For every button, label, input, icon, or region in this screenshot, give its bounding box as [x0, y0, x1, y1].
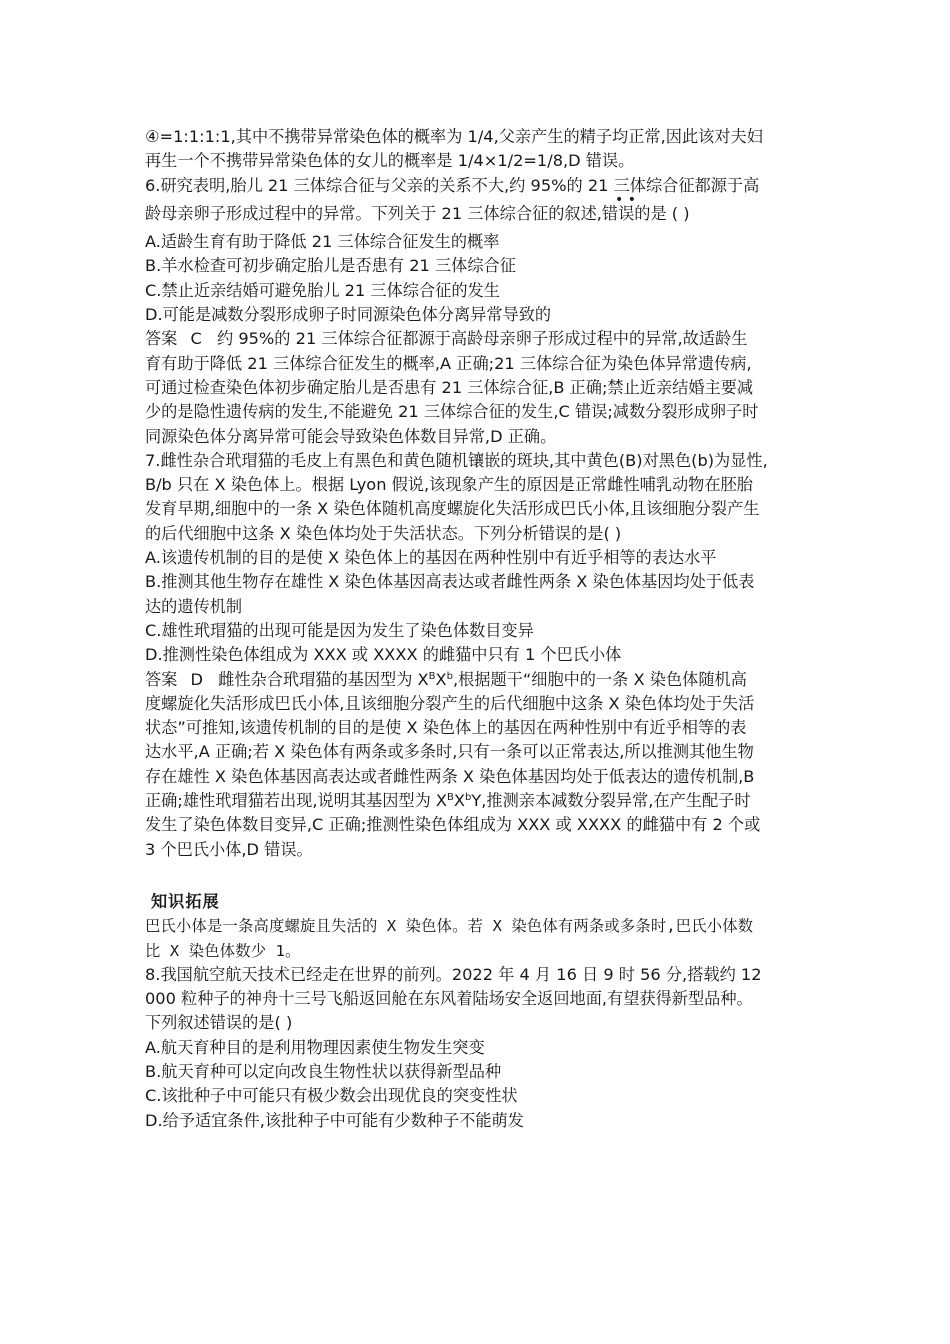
- question-8-stem-line: 8.我国航空航天技术已经走在世界的前列。2022 年 4 月 16 日 9 时 56 分,搭载约 12: [145, 964, 762, 984]
- option-a: A.适龄生育有助于降低 21 三体综合征发生的概率: [145, 232, 500, 252]
- option-a: A.该遗传机制的目的是使 X 染色体上的基因在两种性别中有近乎相等的表达水平: [145, 548, 717, 568]
- question-6-stem-line: 6.研究表明,胎儿 21 三体综合征与父亲的关系不大,约 95%的 21 三体综合征都源于高: [145, 175, 760, 195]
- option-b: B.推测其他生物存在雄性 X 染色体基因高表达或者雌性两条 X 染色体基因均处于低表: [145, 572, 755, 592]
- question-7-stem-line: B/b 只在 X 染色体上。根据 Lyon 假说,该现象产生的原因是正常雌性哺乳动物在胚胎: [145, 475, 753, 495]
- answer-text: 少的是隐性遗传病的发生,不能避免 21 三体综合征的发生,C 错误;减数分裂形成卵子时: [145, 402, 759, 422]
- knowledge-extension-title: 知识拓展: [151, 891, 220, 911]
- option-d: D.推测性染色体组成为 XXX 或 XXXX 的雌猫中只有 1 个巴氏小体: [145, 645, 622, 665]
- option-d: D.可能是减数分裂形成卵子时同源染色体分离异常导致的: [145, 305, 552, 325]
- answer-text: 度螺旋化失活形成巴氏小体,且该细胞分裂产生的后代细胞中这条 X 染色体均处于失活: [145, 693, 755, 713]
- option-d: D.给予适宜条件,该批种子中可能有少数种子不能萌发: [145, 1110, 524, 1130]
- answer-text: X: [435, 669, 447, 689]
- question-6-answer: [145, 327, 815, 448]
- emphasis-dots: • •: [615, 191, 636, 208]
- answer-text: 可通过检查染色体初步确定胎儿是否患有 21 三体综合征,B 正确;禁止近亲结婚主要减: [145, 377, 754, 397]
- answer-text: 雌性杂合玳瑁猫的基因型为 X: [218, 669, 429, 689]
- question-7-stem-line: 的后代细胞中这条 X 染色体均处于失活状态。下列分析错误的是( ): [145, 523, 622, 543]
- document-page: [145, 125, 815, 1133]
- answer-text: 正确;雄性玳瑁猫若出现,说明其基因型为 X: [145, 791, 448, 811]
- answer-label: 答案: [145, 329, 178, 349]
- option-b: B.羊水检查可初步确定胎儿是否患有 21 三体综合征: [145, 256, 516, 276]
- answer-text: Y,推测亲本减数分裂异常,在产生配子时: [471, 791, 751, 811]
- previous-answer-continuation: [145, 125, 815, 174]
- option-c: C.禁止近亲结婚可避免胎儿 21 三体综合征的发生: [145, 280, 500, 300]
- genotype-superscript: B: [428, 670, 436, 682]
- answer-text: 状态”可推知,该遗传机制的目的是使 X 染色体上的基因在两种性别中有近乎相等的表: [145, 718, 747, 738]
- question-7-answer: [145, 668, 815, 862]
- answer-key: D: [190, 669, 203, 689]
- question-8-stem-line: 下列叙述错误的是( ): [145, 1013, 293, 1033]
- question-7-stem-line: 7.雌性杂合玳瑁猫的毛皮上有黑色和黄色随机镶嵌的斑块,其中黄色(B)对黑色(b)为显性,: [145, 450, 768, 470]
- knowledge-extension: [145, 890, 815, 963]
- knowledge-extension-text: 比 X 染色体数少 1。: [145, 941, 301, 960]
- question-8-stem-line: 000 粒种子的神舟十三号飞船返回舱在东风着陆场安全返回地面,有望获得新型品种。: [145, 989, 753, 1009]
- answer-text: 3 个巴氏小体,D 错误。: [145, 839, 313, 859]
- genotype-superscript: b: [465, 792, 472, 804]
- question-7: [145, 449, 815, 862]
- answer-label: 答案: [145, 669, 178, 689]
- question-6: [145, 174, 815, 449]
- answer-text: 育有助于降低 21 三体综合征发生的概率,A 正确;21 三体综合征为染色体异常遗传病,: [145, 353, 752, 373]
- text-line: 再生一个不携带异常染色体的女儿的概率是 1/4×1/2=1/8,D 错误。: [145, 151, 635, 171]
- answer-text: 存在雄性 X 染色体基因高表达或者雌性两条 X 染色体基因均处于低表达的遗传机制,B: [145, 766, 755, 786]
- genotype-superscript: b: [446, 670, 453, 682]
- option-a: A.航天育种目的是利用物理因素使生物发生突变: [145, 1037, 485, 1057]
- option-c: C.该批种子中可能只有极少数会出现优良的突变性状: [145, 1086, 518, 1106]
- text-line: ④=1:1:1:1,其中不携带异常染色体的概率为 1/4,父亲产生的精子均正常,因此该对夫妇: [145, 127, 763, 146]
- genotype-superscript: B: [447, 792, 454, 804]
- option-b-continued: 达的遗传机制: [145, 596, 243, 616]
- question-8: [145, 963, 815, 1133]
- answer-text: 约 95%的 21 三体综合征都源于高龄母亲卵子形成过程中的异常,故适龄生: [217, 329, 748, 349]
- answer-key: C: [190, 329, 202, 349]
- answer-text: 同源染色体分离异常可能会导致染色体数目异常,D 正确。: [145, 426, 557, 446]
- question-6-stem-text: 龄母亲卵子形成过程中的异常。下列关于 21 三体综合征的叙述,错误的是 ( ): [145, 203, 690, 223]
- question-7-stem-line: 发育早期,细胞中的一条 X 染色体随机高度螺旋化失活形成巴氏小体,且该细胞分裂产生: [145, 499, 760, 519]
- answer-text: 发生了染色体数目变异,C 正确;推测性染色体组成为 XXX 或 XXXX 的雌猫中有 2 个或: [145, 815, 761, 835]
- answer-text: X: [453, 791, 465, 811]
- option-b: B.航天育种可以定向改良生物性状以获得新型品种: [145, 1061, 502, 1081]
- option-c: C.雄性玳瑁猫的出现可能是因为发生了染色体数目变异: [145, 620, 534, 640]
- knowledge-extension-text: 巴氏小体是一条高度螺旋且失活的 X 染色体。若 X 染色体有两条或多条时,巴氏小体数: [145, 917, 754, 936]
- answer-text: 达水平,A 正确;若 X 染色体有两条或多条时,只有一条可以正常表达,所以推测其他生物: [145, 742, 754, 762]
- question-6-stem-line: [145, 191, 815, 226]
- answer-text: ,根据题干“细胞中的一条 X 染色体随机高: [452, 669, 747, 689]
